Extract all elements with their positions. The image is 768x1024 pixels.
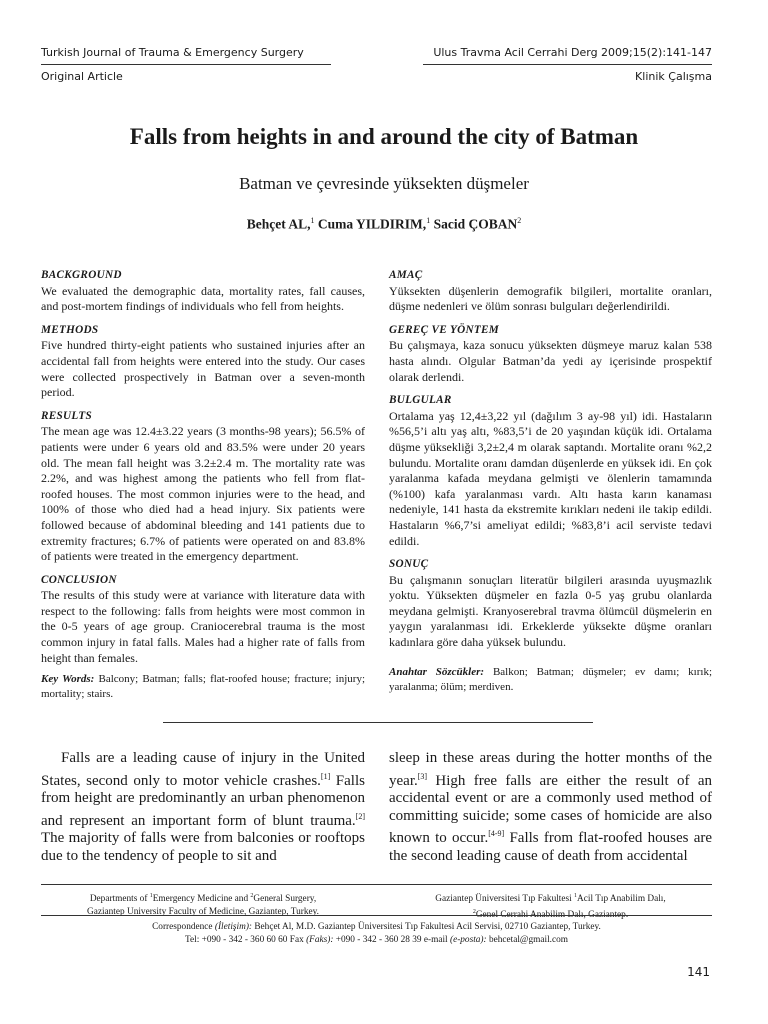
aff-en-sup2: 2: [250, 893, 254, 899]
keywords-en: [41, 672, 365, 702]
background-text: We evaluated the demographic data, mortality rates, fall causes, and post-mortem findings of individuals who fell from heights.: [41, 283, 365, 314]
affiliation-en-line1: [41, 890, 365, 906]
keywords-en-text: Balcony; Batman; falls; flat-roofed house; fracture; injury; mortality; stairs.: [41, 673, 366, 701]
body-left-text-2: Falls from height are predominantly an urban phenomenon and represent an important form of blunt trauma.: [41, 772, 365, 829]
sonuc-heading: SONUÇ: [389, 558, 429, 571]
corr-fax-label-tr: (Faks):: [306, 934, 334, 945]
amac-heading: AMAÇ: [389, 269, 423, 281]
author-1: Behçet AL,: [246, 216, 311, 232]
header-rule-right: [423, 64, 712, 65]
article-subtitle-tr: Batman ve çevresinde yüksekten düşmeler: [239, 174, 529, 193]
journal-name-en: Turkish Journal of Trauma & Emergency Surgery: [41, 46, 304, 59]
abstract-divider: [163, 722, 593, 723]
corr-fax: +090 - 342 - 360 28 39 e-mail: [333, 934, 450, 945]
corr-address: Behçet Al, M.D. Gaziantep Üniversitesi Tıp Fakultesi Acil Servisi, 02710 Gaziantep, Turkey.: [252, 922, 601, 932]
corr-email-label-tr: (e-posta):: [449, 934, 487, 945]
keywords-tr: [389, 665, 712, 695]
body-left-text-3: The majority of falls were from balconies or rooftops due to the tendency of people to sit and: [41, 830, 365, 864]
correspondence-line1: [41, 921, 712, 934]
author-2: Cuma YILDIRIM,: [317, 216, 427, 232]
citation-3[interactable]: [3]: [417, 771, 428, 781]
aff-tr-sup2: 2: [472, 908, 476, 915]
results-heading: RESULTS: [41, 409, 93, 422]
header-rule-left: [41, 64, 331, 65]
body-right-text-1: sleep in these areas during the hotter months of the year.: [389, 750, 712, 789]
footer-rule-2: [41, 915, 712, 916]
aff-en-text-b: Emergency Medicine and: [152, 894, 251, 905]
body-column-right: [389, 750, 712, 865]
corr-tel: Tel: +090 - 342 - 360 60 60 Fax: [185, 934, 307, 945]
body-right-text-2: High free falls are either the result of an accidental event or are a commonly used method of committing suicide; some cases of homicide are also known to occur.: [389, 772, 712, 846]
yontem-heading: GEREÇ VE YÖNTEM: [389, 323, 499, 336]
keywords-tr-label: Anahtar Sözcükler:: [389, 665, 485, 678]
citation-1[interactable]: [1]: [320, 771, 331, 781]
methods-text: Five hundred thirty-eight patients who sustained injuries after an accidental fall from heights were entered into the study. Our cases were collected prospectively in Batman over a seven-month period.: [41, 338, 365, 400]
sonuc-text: Bu çalışmanın sonuçları literatür bilgileri arasında uyuşmazlık yoktu. Yüksekten düşmeler en fazla 0-5 yaş grubu olanlarda meydana gelmişti. Kranyoserebral travma ölümcül düşmelerin en yaygın yaralanması idi. Erkeklerde yüksekte düşme oranları kadınlara göre daha yüksek bulundu.: [389, 572, 712, 650]
article-type-tr: Klinik Çalışma: [635, 70, 712, 83]
affiliation-tr-line1: [389, 890, 712, 906]
aff-en-text-c: General Surgery,: [253, 894, 317, 905]
affiliation-en: [41, 890, 365, 918]
corr-label: Correspondence: [152, 922, 215, 932]
methods-heading: METHODS: [41, 323, 99, 336]
body-column-left: [41, 750, 365, 865]
body-right-text-3: Falls from flat-roofed houses are the second leading cause of death from accidental: [389, 830, 713, 864]
bulgular-heading: BULGULAR: [389, 394, 452, 407]
keywords-en-label: Key Words:: [41, 673, 95, 686]
corr-email[interactable]: behcetal@gmail.com: [486, 934, 568, 945]
corr-label-tr: (İletişim):: [214, 922, 253, 932]
results-text: The mean age was 12.4±3.22 years (3 months-98 years); 56.5% of patients were under 6 years old and 83.5% were under 20 years old. The mean fall height was 3.2±2.4 m. The mortality rate was 2.2%, and was highest among the patients who fell from flat-roofed houses. The most common injuries were to the head, and 100% of those who died had a head injury. Six patients were followed because of abdominal bleeding and 141 patients due to extremity fractures; 6.7% of patients were operated on and 83.8% of patients were treated in the emergency department.: [41, 424, 365, 564]
body-left-text-1: Falls are a leading cause of injury in the United States, second only to motor vehicle crashes.: [41, 750, 365, 789]
affiliation-tr-line2: [389, 906, 712, 922]
article-title: Falls from heights in and around the city of Batman: [129, 124, 639, 149]
author-1-affil: 1: [310, 216, 315, 225]
abstract-english: [41, 268, 365, 702]
article-type-en: Original Article: [41, 70, 123, 83]
correspondence-line2: [41, 934, 712, 947]
aff-tr-text-a: Gaziantep Üniversitesi Tıp Fakultesi: [435, 894, 575, 905]
footer-rule: [41, 884, 712, 885]
correspondence: [41, 921, 712, 946]
bulgular-text: Ortalama yaş 12,4±3,22 yıl (dağılım 3 ay-98 yıl) idi. Hastaların %56,5’i altı yaş altı, %83,5’i de 20 yaşından küçük idi. Ortalama düşme yüksekliği 3,2±2,4 m olarak saptandı. Mortalite oranı %2,2 bulundu. Mortalite oranı damdan düşenlerde en yüksek idi. En çok yaralanma kafada meydana gelmişti ve ölenlerin tamamında (%100) kafa yaralanması vardı. Altı hasta karın kanaması nedeniyle, 141 hasta da ekstremite kırıkları nedeni ile takip edildi. Hastaların %6,7’si ameliyat edildi; %83,8’i acil serviste tedavi edildi.: [389, 408, 712, 548]
author-3: Sacid ÇOBAN: [433, 216, 518, 232]
page-number: 141: [687, 965, 710, 979]
aff-en-sup1: 1: [149, 893, 153, 899]
aff-en-text-a: Departments of: [89, 894, 150, 905]
affiliation-en-line2: Gaziantep University Faculty of Medicine, Gaziantep, Turkey.: [86, 906, 320, 917]
conclusion-text: The results of this study were at variance with literature data with respect to the following: falls from heights were most common in the 0-5 years of age group. Craniocerebral trauma is the most common injury in fatal falls. Males had a higher rate of falls from height than females.: [41, 588, 365, 665]
citation-4-9[interactable]: [4-9]: [488, 829, 505, 838]
journal-citation-tr: Ulus Travma Acil Cerrahi Derg 2009;15(2):141-147: [433, 46, 712, 59]
author-2-affil: 1: [426, 216, 431, 225]
abstract-turkish: [389, 268, 712, 695]
yontem-text: Bu çalışmaya, kaza sonucu yüksekten düşmeye maruz kalan 538 hasta alındı. Olgular Batman’da yedi ay içerisinde prospektif olarak derlendi.: [389, 338, 712, 384]
amac-text: Yüksekten düşenlerin demografik bilgileri, mortalite oranları, düşme nedenleri ve ölüm sonrası bulguları değerlendirildi.: [389, 283, 712, 314]
author-3-affil: 2: [517, 216, 522, 225]
affiliation-tr: [389, 890, 712, 921]
author-list: [0, 216, 768, 233]
aff-tr-text-c: Genel Cerrahi Anabilim Dalı, Gaziantep.: [475, 909, 629, 920]
background-heading: BACKGROUND: [41, 269, 122, 281]
citation-2[interactable]: [2]: [355, 811, 365, 821]
aff-tr-text-b: Acil Tıp Anabilim Dalı,: [577, 894, 666, 905]
aff-tr-sup1: 1: [574, 893, 578, 899]
keywords-tr-text: Balkon; Batman; düşmeler; ev damı; kırık; yaralanma; ölüm; merdiven.: [389, 665, 712, 693]
conclusion-heading: CONCLUSION: [41, 573, 117, 586]
